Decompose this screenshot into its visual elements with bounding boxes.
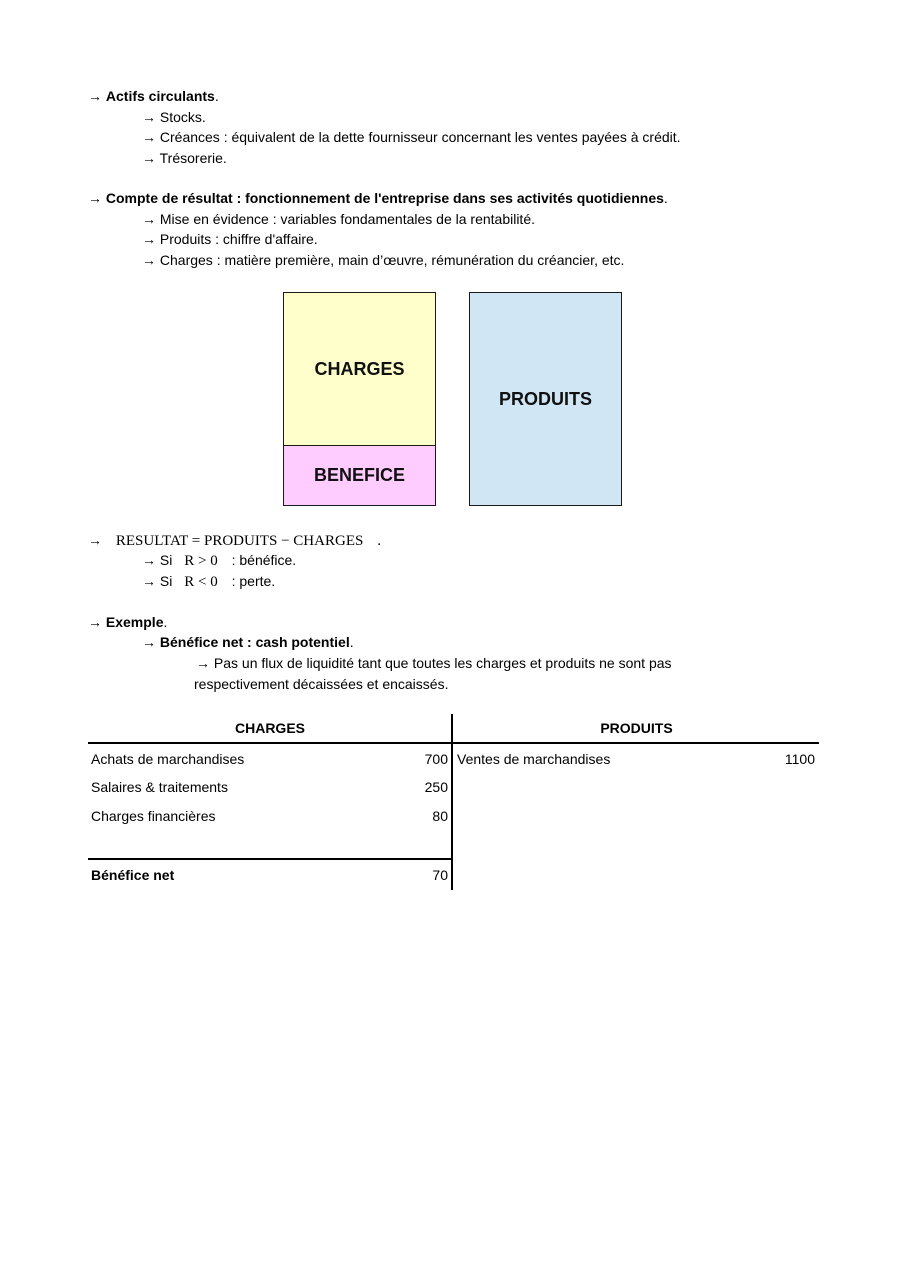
arrow-icon: → xyxy=(142,109,156,125)
arrow-icon: → xyxy=(196,655,210,671)
section2-title: Compte de résultat : fonctionnement de l'entreprise dans ses activités quotidiennes xyxy=(105,190,664,206)
charges-row-label: Salaires & traitements xyxy=(91,779,228,795)
section1-item: → Trésorerie. xyxy=(142,150,227,166)
condition-math: R > 0 xyxy=(184,553,218,569)
produits-row-label: Ventes de marchandises xyxy=(457,751,611,767)
example-subheading: → Bénéfice net : cash potentiel. xyxy=(142,634,354,650)
section2-heading: → Compte de résultat : fonctionnement de l'entreprise dans ses activités quotidiennes. xyxy=(88,190,668,206)
charges-row-label: Achats de marchandises xyxy=(91,751,245,767)
section1-title: Actifs circulants xyxy=(105,88,215,104)
section1-heading: → Actifs circulants. xyxy=(88,88,219,104)
charges-row-label: Charges financières xyxy=(91,808,216,824)
section2-item: → Produits : chiffre d'affaire. xyxy=(142,231,318,247)
arrow-icon: → xyxy=(88,88,102,104)
section2-item: → Mise en évidence : variables fondamentales de la rentabilité. xyxy=(142,211,535,227)
arrow-icon: → xyxy=(142,129,156,145)
arrow-icon: → xyxy=(142,231,156,247)
condition-loss: → Si R < 0 : perte. xyxy=(142,573,276,590)
condition-math: R < 0 xyxy=(184,574,218,590)
arrow-icon: → xyxy=(142,211,156,227)
header-rule xyxy=(88,742,819,744)
benefice-label: BENEFICE xyxy=(313,465,405,485)
arrow-icon: → xyxy=(88,614,102,630)
produits-label: PRODUITS xyxy=(498,388,592,409)
example-note-continued: respectivement décaissées et encaissés. xyxy=(194,676,449,692)
benefice-box xyxy=(283,445,436,506)
example-title: Exemple xyxy=(105,614,164,630)
arrow-icon: → xyxy=(142,634,156,650)
section2-item: → Charges : matière première, main d’œuvre, rémunération du créancier, etc. xyxy=(142,252,625,268)
total-label: Bénéfice net xyxy=(91,867,175,883)
charges-row-value: 250 xyxy=(424,779,448,795)
section1-item: → Créances : équivalent de la dette fournisseur concernant les ventes payées à crédit. xyxy=(142,129,681,145)
produits-box xyxy=(469,292,622,506)
charges-row-value: 700 xyxy=(424,751,448,767)
arrow-icon: → xyxy=(88,532,102,548)
formula-line: → RESULTAT = PRODUITS − CHARGES . xyxy=(88,532,381,549)
section1-item: → Stocks. xyxy=(142,109,206,125)
total-rule xyxy=(88,858,452,860)
arrow-icon: → xyxy=(142,252,156,268)
charges-box xyxy=(283,292,436,447)
table-header-produits: PRODUITS xyxy=(600,720,673,736)
produits-row-value: 1100 xyxy=(784,751,815,767)
charges-row-value: 80 xyxy=(432,808,448,824)
total-value: 70 xyxy=(432,867,448,883)
example-heading: → Exemple. xyxy=(88,614,168,630)
center-rule xyxy=(451,714,453,890)
condition-profit: → Si R > 0 : bénéfice. xyxy=(142,552,297,569)
arrow-icon: → xyxy=(142,573,156,589)
example-subtitle: Bénéfice net : cash potentiel xyxy=(159,634,350,650)
arrow-icon: → xyxy=(88,190,102,206)
arrow-icon: → xyxy=(142,552,156,568)
resultat-formula: RESULTAT = PRODUITS − CHARGES xyxy=(115,533,364,549)
example-note: → Pas un flux de liquidité tant que toutes les charges et produits ne sont pas xyxy=(196,655,672,671)
charges-label: CHARGES xyxy=(314,359,405,379)
table-header-charges: CHARGES xyxy=(234,720,305,736)
arrow-icon: → xyxy=(142,150,156,166)
